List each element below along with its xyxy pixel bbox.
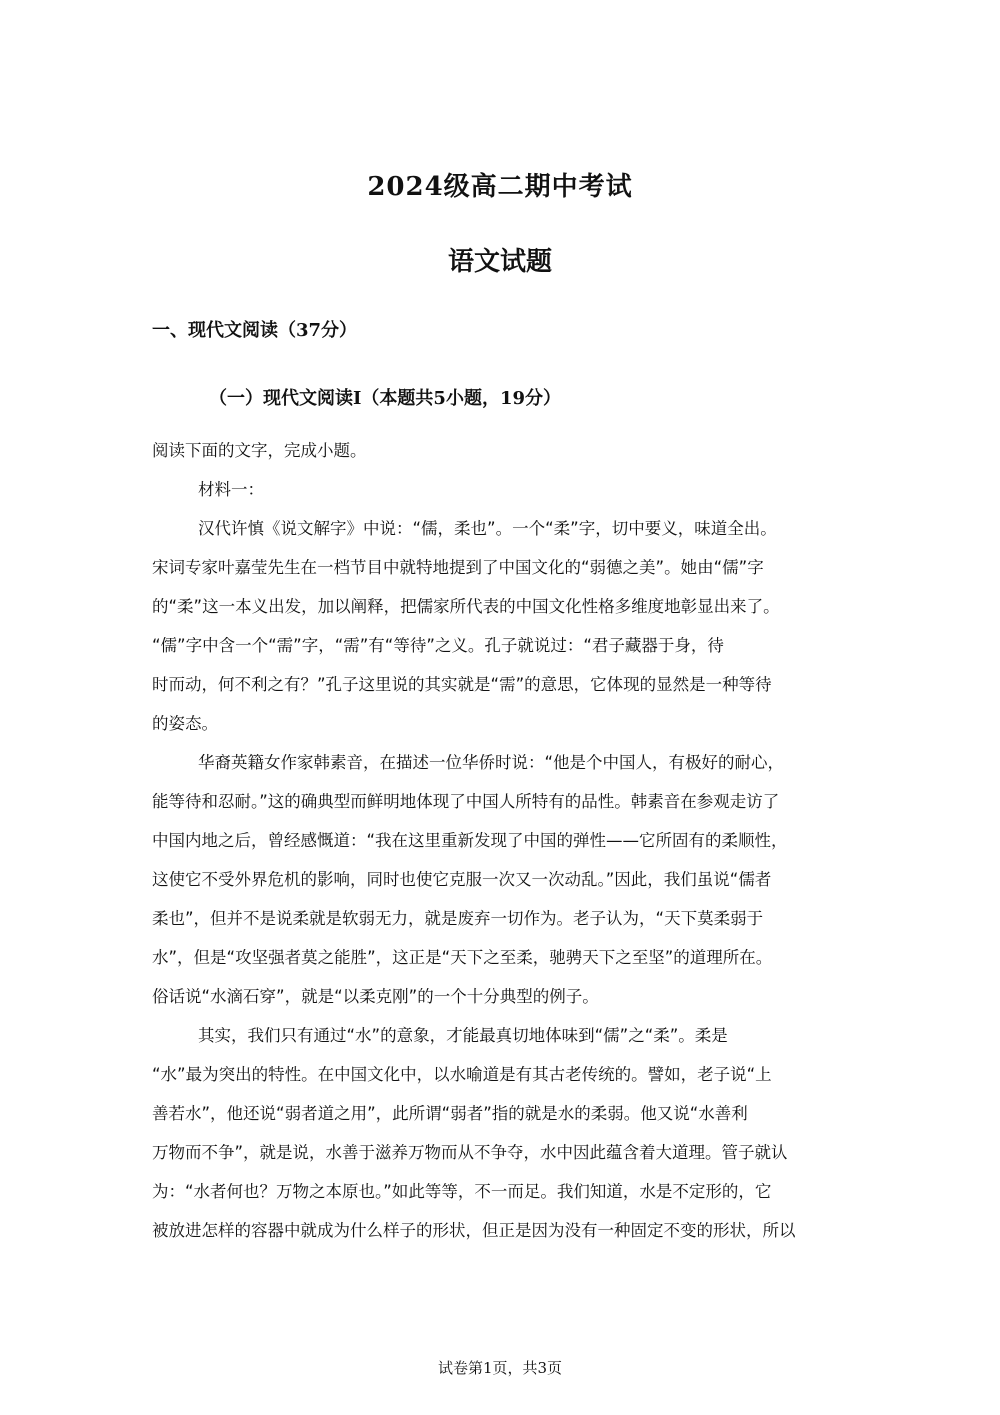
passage-line: 被放进怎样的容器中就成为什么样子的形状，但正是因为没有一种固定不变的形状，所以 [152, 1221, 796, 1240]
passage-line: 其实，我们只有通过“水”的意象，才能最真切地体味到“儒”之“柔”。柔是 [198, 1026, 728, 1045]
reading-passage [152, 431, 852, 1250]
passage-line: 为：“水者何也？万物之本原也。”如此等等，不一而足。我们知道，水是不定形的，它 [152, 1182, 772, 1201]
passage-line: 柔也”，但并不是说柔就是软弱无力，就是废弃一切作为。老子认为，“天下莫柔弱于 [152, 909, 764, 928]
passage-line: 汉代许慎《说文解字》中说：“儒，柔也”。一个“柔”字，切中要义，味道全出。 [198, 519, 777, 538]
section-heading: 一、现代文阅读（37分） [152, 320, 358, 341]
page-footer: 试卷第1页，共3页 [437, 1359, 563, 1377]
passage-line: 这使它不受外界危机的影响，同时也使它克服一次又一次动乱。”因此，我们虽说“儒者 [152, 870, 772, 889]
material-label: 材料一： [198, 480, 264, 499]
passage-line: 时而动，何不利之有？”孔子这里说的其实就是“需”的意思，它体现的显然是一种等待 [152, 675, 772, 694]
exam-title: 2024级高二期中考试 [367, 172, 633, 202]
passage-line: 中国内地之后，曾经感慨道：“我在这里重新发现了中国的弹性——它所固有的柔顺性， [152, 831, 788, 850]
passage-line: “水”最为突出的特性。在中国文化中，以水喻道是有其古老传统的。譬如，老子说“上 [152, 1065, 772, 1084]
passage-line: 万物而不争”，就是说，水善于滋养万物而从不争夺，水中因此蕴含着大道理。管子就认 [152, 1143, 788, 1162]
subsection-heading: （一）现代文阅读Ⅰ（本题共5小题，19分） [209, 388, 561, 409]
passage-line: 水”，但是“攻坚强者莫之能胜”，这正是“天下之至柔，驰骋天下之至坚”的道理所在。 [152, 948, 773, 967]
passage-line: 的姿态。 [152, 714, 218, 733]
passage-line: 宋词专家叶嘉莹先生在一档节目中就特地提到了中国文化的“弱德之美”。她由“儒”字 [152, 558, 764, 577]
subject-title: 语文试题 [447, 247, 552, 277]
instruction-line: 阅读下面的文字，完成小题。 [152, 441, 367, 460]
passage-line: 俗话说“水滴石穿”，就是“以柔克刚”的一个十分典型的例子。 [152, 987, 599, 1006]
passage-line: 能等待和忍耐。”这的确典型而鲜明地体现了中国人所特有的品性。韩素音在参观走访了 [152, 792, 780, 811]
passage-line: “儒”字中含一个“需”字，“需”有“等待”之义。孔子就说过：“君子藏器于身，待 [152, 636, 724, 655]
passage-line: 善若水”，他还说“弱者道之用”，此所谓“弱者”指的就是水的柔弱。他又说“水善利 [152, 1104, 748, 1123]
passage-line: 的“柔”这一本义出发，加以阐释，把儒家所代表的中国文化性格多维度地彰显出来了。 [152, 597, 780, 616]
passage-line: 华裔英籍女作家韩素音，在描述一位华侨时说：“他是个中国人，有极好的耐心， [198, 753, 785, 772]
